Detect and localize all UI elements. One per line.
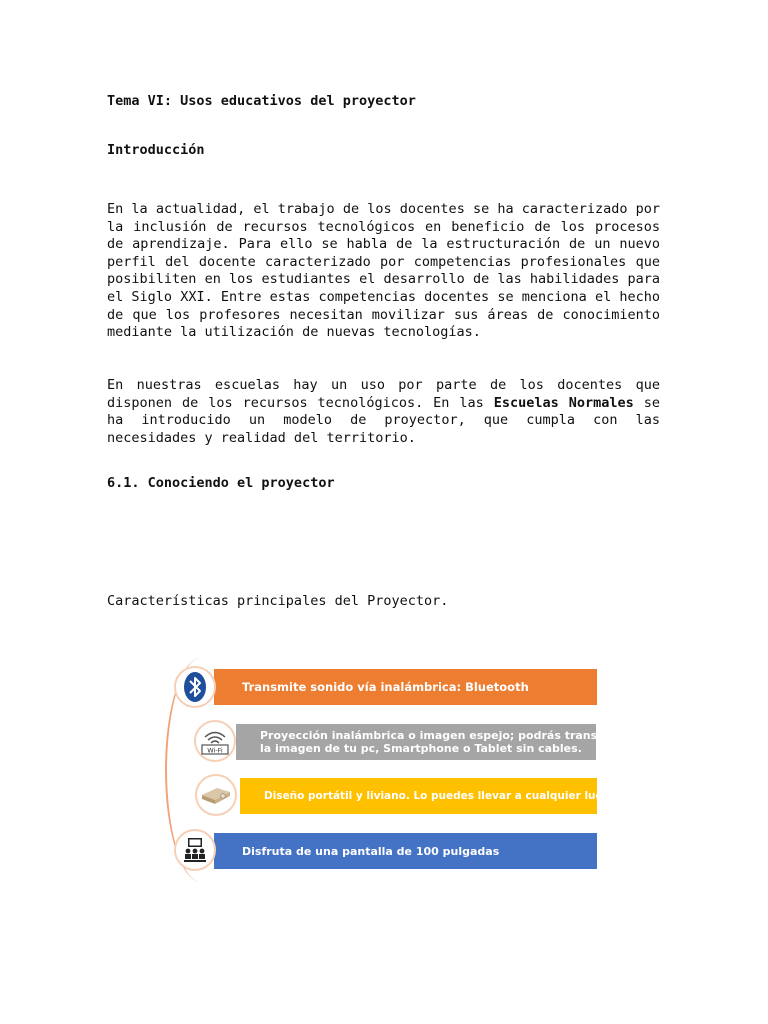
feature-bar-screen [214, 833, 597, 869]
escuelas-normales-bold: Escuelas Normales [493, 394, 634, 411]
features-caption: Características principales del Proyector. [107, 593, 449, 609]
schools-paragraph-start: En nuestras escuelas hay un uso por parte de los docentes que disponen de los recursos tecnológicos. En las [107, 377, 660, 411]
projector-icon [199, 783, 233, 807]
audience-icon-circle [174, 829, 216, 871]
feature-text-wireless-line2: la imagen de tu pc, Smartphone o Tablet sin cables. [260, 742, 582, 755]
bluetooth-icon-circle [174, 666, 216, 708]
schools-paragraph [107, 377, 660, 447]
bluetooth-icon [177, 669, 213, 705]
feature-text-portable: Diseño portátil y liviano. Lo puedes llevar a cualquier lugar. [264, 789, 618, 802]
feature-text-screen: Disfruta de una pantalla de 100 pulgadas [242, 844, 500, 858]
feature-bar-portable [240, 778, 618, 814]
section-heading: 6.1. Conociendo el proyector [107, 475, 335, 491]
projector-features-infographic [160, 652, 625, 887]
wifi-icon-circle [194, 720, 236, 762]
feature-text-wireless [260, 729, 624, 755]
schools-paragraph-end: se ha introducido un modelo de proyector, que cumpla con las necesidades y realidad del territorio. [107, 394, 661, 446]
intro-paragraph: En la actualidad, el trabajo de los docentes se ha caracterizado por la inclusión de recursos tecnológicos en beneficio de los procesos de aprendizaje. Para ello se habla de la estructuración de un nuevo perfil del docente caracterizado por competencias profesionales que posibiliten en los estudiantes el desarrollo de las habilidades para el Siglo XXI. Entre estas competencias docentes se menciona el hecho de que los profesores necesitan movilizar sus áreas de conocimiento mediante la utilización de nuevas tecnologías. [107, 201, 660, 341]
feature-text-wireless-line1: Proyección inalámbrica o imagen espejo; podrás transferir [260, 729, 625, 742]
feature-bar-bluetooth [214, 669, 597, 705]
wifi-icon [198, 726, 232, 756]
audience-screen-icon [179, 834, 211, 866]
document-title: Tema VI: Usos educativos del proyector [107, 93, 416, 109]
projector-icon-circle [195, 774, 237, 816]
wifi-icon-label: Wi-Fi [207, 746, 223, 755]
feature-text-bluetooth: Transmite sonido vía inalámbrica: Bluetooth [242, 679, 529, 694]
introduction-heading: Introducción [107, 142, 205, 158]
feature-bar-wireless [236, 724, 625, 760]
